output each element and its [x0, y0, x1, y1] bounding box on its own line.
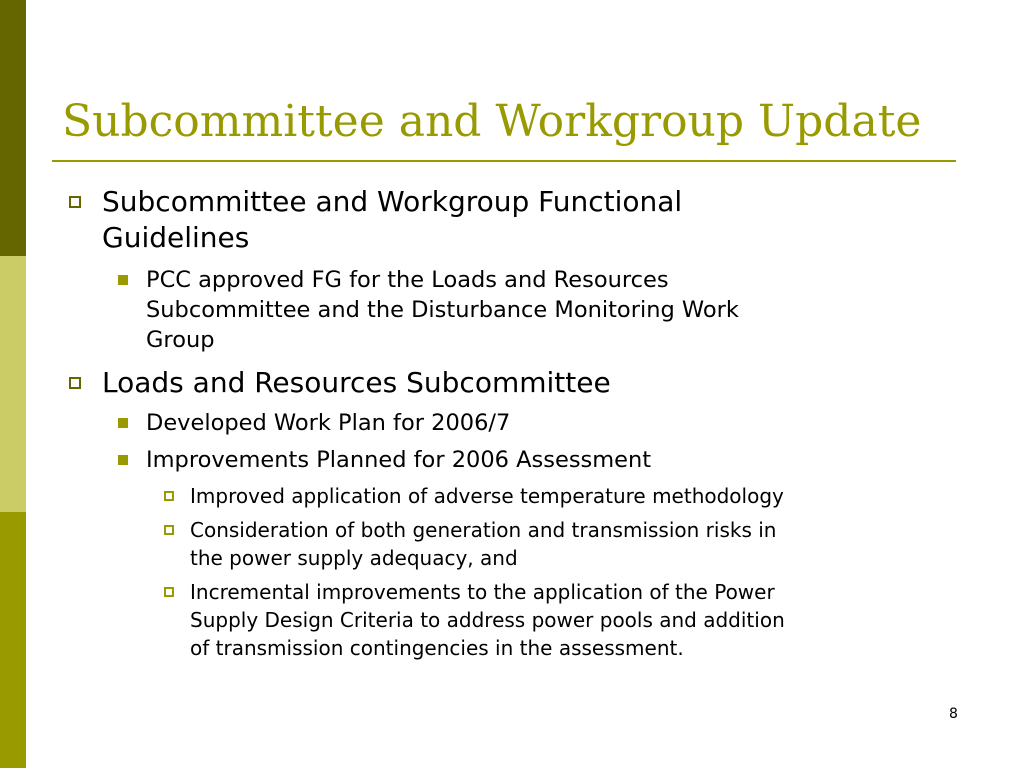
left-color-bar: [0, 0, 26, 768]
bullet-item-level-3: [190, 578, 785, 662]
small-hollow-square-bullet-icon: [164, 587, 174, 597]
bullet-text-line: of transmission contingencies in the assessment.: [190, 636, 684, 660]
bullet-text-line: Loads and Resources Subcommittee: [102, 366, 611, 399]
filled-square-bullet-icon: [118, 275, 128, 285]
bullet-item-level-2: [146, 445, 651, 475]
bullet-text-line: Supply Design Criteria to address power pools and addition: [190, 608, 785, 632]
page-number: 8: [949, 706, 958, 722]
color-bar-light-segment: [0, 256, 26, 512]
bullet-text-line: Subcommittee and Workgroup Functional: [102, 185, 683, 218]
title-underline: [52, 160, 956, 162]
bullet-item-level-3: [190, 516, 776, 572]
hollow-square-bullet-icon: [69, 196, 81, 208]
color-bar-dark-segment: [0, 0, 26, 256]
small-hollow-square-bullet-icon: [164, 525, 174, 535]
bullet-text-line: Subcommittee and the Disturbance Monitoring Work: [146, 297, 739, 323]
bullet-item-level-3: [190, 482, 784, 510]
bullet-text-line: Developed Work Plan for 2006/7: [146, 410, 511, 436]
bullet-item-level-1: [102, 184, 682, 256]
small-hollow-square-bullet-icon: [164, 491, 174, 501]
hollow-square-bullet-icon: [69, 377, 81, 389]
bullet-item-level-2: [146, 265, 739, 355]
filled-square-bullet-icon: [118, 418, 128, 428]
bullet-text-line: Improvements Planned for 2006 Assessment: [146, 447, 652, 473]
bullet-item-level-1: [102, 365, 611, 401]
bullet-item-level-2: [146, 408, 510, 438]
slide-title: Subcommittee and Workgroup Update: [62, 96, 922, 147]
bullet-text-line: the power supply adequacy, and: [190, 546, 518, 570]
bullet-text-line: Guidelines: [102, 221, 250, 254]
color-bar-mid-segment: [0, 512, 26, 768]
bullet-text-line: Incremental improvements to the application of the Power: [190, 580, 775, 604]
bullet-text-line: PCC approved FG for the Loads and Resources: [146, 267, 669, 293]
bullet-text-line: Group: [146, 327, 215, 353]
filled-square-bullet-icon: [118, 455, 128, 465]
bullet-text-line: Consideration of both generation and transmission risks in: [190, 518, 777, 542]
bullet-text-line: Improved application of adverse temperature methodology: [190, 484, 784, 508]
